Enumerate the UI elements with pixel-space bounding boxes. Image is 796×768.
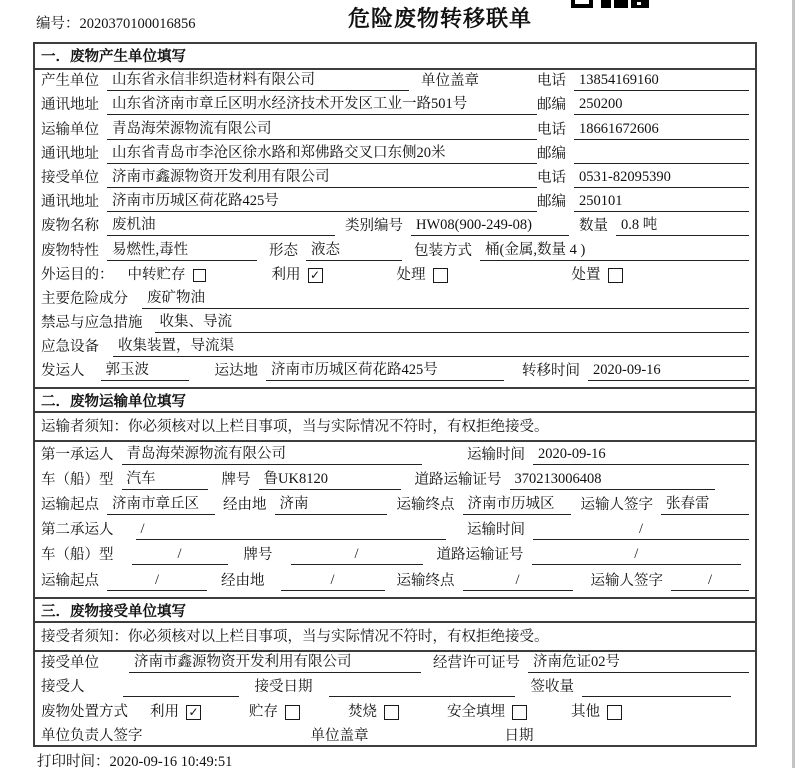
destination-label: 运达地 — [214, 363, 258, 380]
postcode-label: 邮编 — [537, 97, 566, 114]
traits-field: 易燃性,毒性 — [107, 241, 257, 261]
checkbox-unchecked — [384, 705, 399, 720]
phone-label: 电话 — [537, 169, 566, 186]
receive-unit-field: 济南市鑫源物资开发利用有限公司 — [129, 653, 421, 673]
license-field: 济南危证02号 — [528, 653, 749, 673]
received-qty-field — [582, 696, 731, 697]
option-label: 其他 — [571, 703, 600, 720]
endpoint2-field: / — [463, 571, 573, 591]
shipper-field: 郭玉波 — [101, 361, 189, 381]
route2-row — [35, 568, 755, 593]
recipient-field — [123, 696, 239, 697]
vehicle2-row — [35, 543, 755, 568]
disposal-option-landfill — [447, 703, 527, 722]
receive-date-field — [329, 696, 515, 697]
vehicle1-type-field: 汽车 — [122, 470, 208, 490]
postcode-label: 邮编 — [537, 145, 566, 162]
unit-seal-label: 单位盖章 — [310, 728, 369, 745]
checkbox-unchecked — [608, 268, 623, 283]
origin-label: 运输起点 — [41, 572, 99, 589]
waste-name-label: 废物名称 — [41, 218, 99, 235]
producer-address-field: 山东省济南市章丘区明水经济技术开发区工业一路501号 — [107, 95, 537, 115]
producer-name-field: 山东省永信非织造材料有限公司 — [107, 71, 409, 91]
receiver-postcode-field: 250101 — [574, 192, 749, 212]
receive-unit-label: 接受单位 — [41, 654, 99, 671]
endpoint1-field: 济南市历城区 — [463, 495, 571, 515]
carrier1-row — [35, 442, 755, 467]
transporter-postcode-field — [574, 163, 749, 164]
via1-field: 济南 — [275, 495, 387, 515]
date-field — [542, 745, 750, 746]
checkbox-unchecked — [285, 705, 300, 720]
endpoint-label: 运输终点 — [396, 572, 455, 589]
receiver-name-field: 济南市鑫源物资开发利用有限公司 — [107, 168, 537, 188]
responsible-sign-field — [183, 745, 295, 746]
receiver-label: 接受单位 — [41, 169, 99, 186]
checkbox-unchecked — [607, 705, 622, 720]
receive-date-label: 接受日期 — [254, 679, 313, 696]
shipper-row — [35, 360, 755, 384]
disposal-option-storage — [249, 703, 300, 722]
disposal-row — [35, 700, 755, 724]
seal-label: 单位盖章 — [421, 73, 479, 90]
receiver-row — [35, 167, 755, 191]
transporter-sign-label: 运输人签字 — [590, 572, 663, 589]
transporter-address-row — [35, 143, 755, 167]
waste-traits-row — [35, 239, 755, 263]
via-label: 经由地 — [221, 572, 265, 589]
hazard-label: 主要危险成分 — [41, 290, 128, 307]
vehicle2-plate-field: / — [291, 545, 423, 565]
disposal-option-other — [571, 703, 622, 722]
packaging-field: 桶(金属,数量 4 ) — [480, 241, 749, 261]
via2-field: / — [281, 571, 385, 591]
serial-label: 编号： — [36, 16, 80, 32]
vehicle1-plate-field: 鲁UK8120 — [259, 470, 401, 490]
purpose-option-utilize — [272, 266, 323, 285]
date-label: 日期 — [504, 728, 534, 745]
transporter-address-field: 山东省青岛市李沧区徐水路和郑佛路交叉口东侧20米 — [107, 144, 537, 164]
purpose-option-treat — [397, 266, 448, 285]
option-label: 处理 — [396, 266, 426, 283]
shipper-label: 发运人 — [41, 363, 85, 380]
via-label: 经由地 — [223, 497, 267, 513]
disposal-label: 废物处置方式 — [41, 703, 128, 720]
transport-time-label: 运输时间 — [467, 446, 525, 463]
carrier2-time-field: / — [533, 520, 749, 540]
producer-label: 产生单位 — [41, 73, 99, 90]
receiver-notice: 接受者须知：你必须核对以上栏目事项，当与实际情况不符时，有权拒绝接受。 — [35, 623, 755, 652]
purpose-option-transfer-storage — [128, 266, 206, 285]
producer-phone-field: 13854169160 — [574, 71, 749, 91]
endpoint-label: 运输终点 — [396, 497, 455, 513]
category-label: 类别编号 — [345, 218, 403, 235]
option-label: 焚烧 — [348, 703, 377, 720]
equipment-label: 应急设备 — [41, 339, 99, 356]
carrier2-label: 第二承运人 — [41, 522, 114, 539]
received-qty-label: 签收量 — [530, 679, 574, 696]
vehicle2-type-field: / — [132, 545, 228, 565]
transporter-notice: 运输者须知：你必须核对以上栏目事项，当与实际情况不符时，有权拒绝接受。 — [35, 413, 755, 442]
vehicle1-row — [35, 468, 755, 493]
carrier2-field: / — [136, 520, 446, 540]
hazard-row — [35, 288, 755, 312]
print-time-line — [37, 750, 232, 768]
transfer-time-label: 转移时间 — [522, 363, 580, 380]
taboo-label: 禁忌与应急措施 — [41, 315, 143, 332]
receiver-phone-field: 0531-82095390 — [574, 168, 749, 188]
transfer-time-field: 2020-09-16 — [588, 361, 749, 381]
traits-label: 废物特性 — [41, 242, 99, 259]
checkbox-unchecked — [512, 705, 527, 720]
vehicle-type-label: 车（船）型 — [41, 471, 114, 488]
category-code-field: HW08(900-249-08) — [411, 216, 569, 236]
equipment-field: 收集装置，导流渠 — [113, 337, 749, 357]
responsible-sign-row — [35, 725, 755, 747]
option-label: 贮存 — [249, 703, 278, 720]
vehicle1-permit-field: 370213006408 — [510, 470, 716, 490]
phone-label: 电话 — [537, 121, 566, 138]
receiver-address-row — [35, 191, 755, 215]
producer-row — [35, 70, 755, 94]
recipient-row — [35, 676, 755, 700]
option-label: 中转贮存 — [127, 266, 186, 283]
purpose-label: 外运目的： — [41, 266, 114, 283]
transport-time-label: 运输时间 — [467, 522, 525, 539]
form-label: 形态 — [269, 242, 298, 259]
sign1-field: 张春雷 — [661, 495, 749, 515]
section3-heading: 三．废物接受单位填写 — [35, 597, 755, 623]
option-label: 利用 — [150, 703, 179, 720]
carrier1-field: 青岛海荣源物流有限公司 — [122, 445, 422, 465]
purpose-option-dispose — [572, 266, 623, 285]
plate-label: 牌号 — [243, 547, 273, 564]
hazard-field: 废矿物油 — [142, 289, 749, 309]
phone-label: 电话 — [537, 73, 566, 90]
address-label: 通讯地址 — [41, 97, 99, 114]
origin1-field: 济南市章丘区 — [107, 495, 215, 515]
purpose-row — [35, 264, 755, 288]
carrier1-label: 第一承运人 — [41, 446, 114, 463]
plate-label: 牌号 — [221, 471, 251, 488]
waste-name-field: 废机油 — [107, 216, 335, 236]
transporter-label: 运输单位 — [41, 121, 99, 138]
road-permit-label: 道路运输证号 — [414, 471, 502, 488]
section1-heading: 一．废物产生单位填写 — [35, 44, 755, 70]
receive-unit-row — [35, 652, 755, 676]
window-right-edge — [792, 0, 795, 768]
serial-number: 2020370100016856 — [79, 16, 196, 32]
receiver-address-field: 济南市历城区荷花路425号 — [107, 192, 537, 212]
option-label: 安全填埋 — [447, 703, 505, 720]
route1-row — [35, 493, 755, 518]
postcode-label: 邮编 — [537, 194, 566, 211]
checkbox-checked: ✓ — [308, 268, 323, 283]
vehicle-type-label: 车（船）型 — [41, 547, 114, 564]
transporter-row — [35, 118, 755, 142]
transporter-name-field: 青岛海荣源物流有限公司 — [107, 120, 537, 140]
print-time-value: 2020-09-16 10:49:51 — [109, 754, 233, 768]
origin-label: 运输起点 — [41, 497, 99, 513]
vehicle2-permit-field: / — [532, 545, 742, 565]
sign2-field: / — [671, 571, 749, 591]
transporter-phone-field: 18661672606 — [574, 120, 749, 140]
origin2-field: / — [107, 571, 207, 591]
option-label: 利用 — [271, 266, 301, 283]
manifest-form — [33, 42, 757, 747]
producer-address-row — [35, 94, 755, 118]
recipient-label: 接受人 — [41, 679, 85, 696]
taboo-row — [35, 312, 755, 336]
packaging-label: 包装方式 — [414, 242, 472, 259]
disposal-option-utilize — [150, 703, 201, 722]
page-title: 危险废物转移联单 — [347, 6, 532, 31]
checkbox-unchecked — [433, 268, 448, 283]
quantity-label: 数量 — [579, 218, 608, 235]
address-label: 通讯地址 — [41, 145, 99, 162]
section2-heading: 二．废物运输单位填写 — [35, 387, 755, 413]
carrier2-row — [35, 518, 755, 543]
producer-postcode-field: 250200 — [574, 95, 749, 115]
quantity-field: 0.8 吨 — [616, 216, 749, 236]
address-label: 通讯地址 — [41, 194, 99, 211]
destination-field: 济南市历城区荷花路425号 — [266, 361, 504, 381]
waste-name-row — [35, 215, 755, 239]
license-label: 经营许可证号 — [433, 654, 520, 671]
taboo-field: 收集、导流 — [155, 313, 750, 333]
equipment-row — [35, 336, 755, 360]
road-permit-label: 道路运输证号 — [436, 547, 524, 564]
checkbox-checked: ✓ — [186, 705, 201, 720]
responsible-sign-label: 单位负责人签字 — [41, 728, 143, 745]
option-label: 处置 — [571, 266, 601, 283]
checkbox-unchecked — [193, 269, 206, 282]
carrier1-time-field: 2020-09-16 — [533, 445, 749, 465]
print-time-label: 打印时间： — [37, 754, 110, 768]
transporter-sign-label: 运输人签字 — [580, 497, 653, 513]
disposal-option-incinerate — [348, 703, 399, 722]
form-field: 液态 — [306, 241, 402, 261]
